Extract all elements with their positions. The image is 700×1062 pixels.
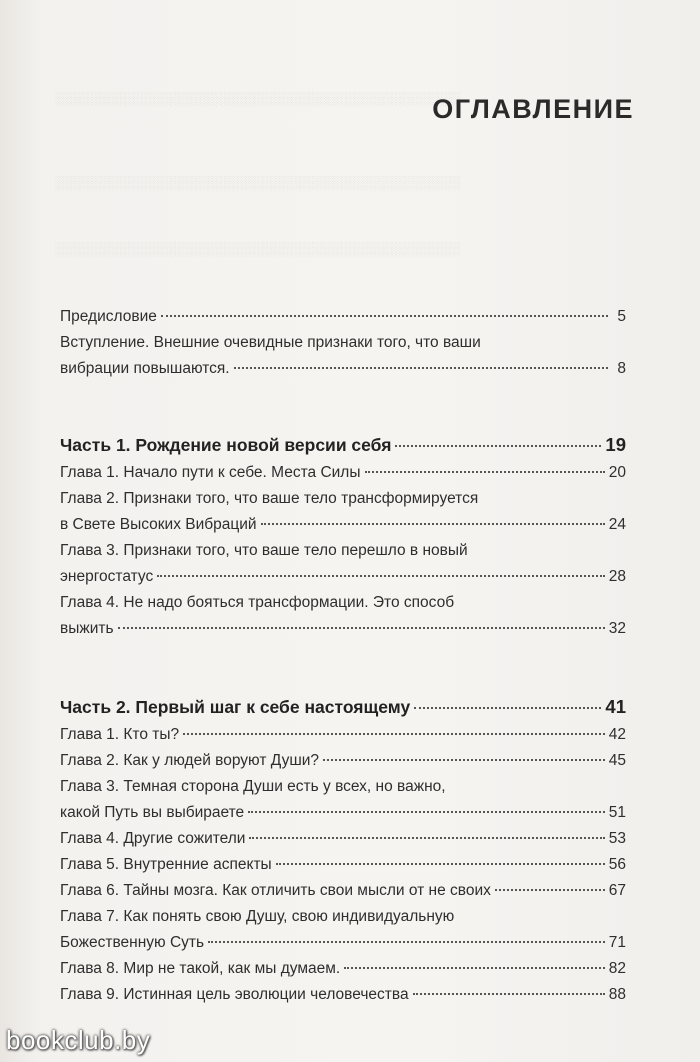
page-number: 88 — [608, 986, 626, 1003]
page-number: 19 — [605, 434, 626, 455]
bleed-through-text: ░░░░░░░░░░░░░░░░░░░░░░░░░░░░░░░░░░░░░░░░░░░░ — [55, 91, 461, 106]
dot-leader — [208, 940, 605, 943]
chapter-entry — [60, 748, 626, 774]
toc-entry-text: Глава 6. Тайны мозга. Как отличить свои мысли от не своих — [60, 882, 491, 899]
toc-entry-text: Глава 5. Внутренние аспекты — [60, 856, 272, 873]
toc-entry-text: Глава 3. Признаки того, что ваше тело перешло в новый — [60, 542, 468, 559]
watermark-logo: bookclub.by — [6, 1025, 151, 1055]
toc-entry-line — [60, 512, 626, 538]
toc-entry-text: Глава 3. Темная сторона Души есть у всех, но важно, — [60, 778, 446, 795]
dot-leader — [495, 888, 605, 891]
page-number: 8 — [617, 360, 626, 377]
toc-entry-line — [60, 460, 626, 486]
dot-leader — [414, 706, 601, 709]
toc-entry-text: Глава 1. Начало пути к себе. Места Силы — [60, 464, 361, 481]
page-number: 5 — [617, 308, 626, 325]
toc-part-1-section — [60, 430, 626, 642]
toc-entry-line — [60, 356, 626, 382]
page-number: 45 — [608, 752, 626, 769]
toc-entry-text: какой Путь вы выбираете — [60, 804, 245, 821]
toc-entry-text: в Свете Высоких Вибраций — [60, 516, 257, 533]
page-number: 24 — [608, 516, 626, 533]
dot-leader — [157, 574, 605, 577]
part-heading — [60, 692, 626, 722]
toc-entry-line — [60, 982, 626, 1008]
toc-entry-text: Глава 4. Другие сожители — [60, 830, 246, 847]
dot-leader — [344, 966, 605, 969]
part-heading — [60, 430, 626, 460]
bleed-through-text: ░░░░░░░░░░░░░░░░░░░░░░░░░░░░░░░░░░░░░░░░░░░░ — [55, 175, 461, 190]
toc-entry-text: Глава 2. Как у людей воруют Души? — [60, 752, 320, 769]
toc-entry-text: энергостатус — [60, 568, 154, 585]
chapter-entry — [60, 982, 626, 1008]
toc-intro-section — [60, 304, 626, 382]
page-number: 56 — [608, 856, 626, 873]
dot-leader — [118, 626, 605, 629]
toc-entry-line — [60, 722, 626, 748]
page-number: 51 — [608, 804, 626, 821]
toc-entry-text: Предисловие — [60, 308, 157, 325]
toc-entry-text: Глава 1. Кто ты? — [60, 726, 180, 743]
chapter-entry — [60, 904, 626, 956]
chapter-entry — [60, 956, 626, 982]
toc-entry-line — [60, 304, 626, 330]
toc-entry-text: Глава 4. Не надо бояться трансформации. Это способ — [60, 594, 455, 611]
toc-entry-line — [60, 930, 626, 956]
part-title: Часть 1. Рождение новой версии себя — [60, 435, 392, 455]
chapter-entry — [60, 722, 626, 748]
chapter-entry — [60, 538, 626, 590]
chapter-entry — [60, 826, 626, 852]
dot-leader — [395, 444, 601, 447]
toc-entry-text: вибрации повышаются. — [60, 360, 230, 377]
page-number: 28 — [608, 568, 626, 585]
chapter-entry — [60, 486, 626, 538]
dot-leader — [261, 522, 605, 525]
toc-entry-line — [60, 748, 626, 774]
toc-entry-line — [60, 616, 626, 642]
toc-entry-text: Глава 8. Мир не такой, как мы думаем. — [60, 960, 341, 977]
dot-leader — [276, 862, 605, 865]
chapter-entry — [60, 590, 626, 642]
page-number: 67 — [608, 882, 626, 899]
toc-entry-text: выжить — [60, 620, 114, 637]
toc-entry-text: Божественную Суть — [60, 934, 205, 951]
part-heading-line — [60, 692, 626, 722]
toc-entry-line — [60, 826, 626, 852]
dot-leader — [365, 470, 605, 473]
dot-leader — [234, 366, 608, 369]
toc-entry-line — [60, 956, 626, 982]
part-title: Часть 2. Первый шаг к себе настоящему — [60, 697, 411, 717]
dot-leader — [248, 810, 605, 813]
page-number: 71 — [608, 934, 626, 951]
page-number: 32 — [608, 620, 626, 637]
chapter-entry — [60, 460, 626, 486]
dot-leader — [249, 836, 604, 839]
toc-entry-text: Глава 9. Истинная цель эволюции человечества — [60, 986, 409, 1003]
bleed-through-text: ░░░░░░░░░░░░░░░░░░░░░░░░░░░░░░░░░░░░░░░░░░░░ — [55, 241, 461, 256]
chapter-entry — [60, 878, 626, 904]
toc-entry — [60, 304, 626, 330]
toc-entry-text: Глава 2. Признаки того, что ваше тело трансформируется — [60, 490, 479, 507]
page-number: 42 — [608, 726, 626, 743]
page-number: 41 — [605, 696, 626, 717]
dot-leader — [183, 732, 605, 735]
page-number: 53 — [608, 830, 626, 847]
toc-entry-line — [60, 852, 626, 878]
dot-leader — [161, 314, 608, 317]
dot-leader — [413, 992, 605, 995]
chapter-entry — [60, 852, 626, 878]
toc-entry-line — [60, 564, 626, 590]
toc-entry-line — [60, 878, 626, 904]
page-number: 82 — [608, 960, 626, 977]
page-title: ОГЛАВЛЕНИЕ — [432, 94, 634, 124]
toc-part-2-section — [60, 692, 626, 1008]
page-number: 20 — [608, 464, 626, 481]
toc-entry-text: Глава 7. Как понять свою Душу, свою индивидуальную — [60, 908, 455, 925]
part-heading-line — [60, 430, 626, 460]
dot-leader — [323, 758, 605, 761]
toc-entry-text: Вступление. Внешние очевидные признаки того, что ваши — [60, 334, 481, 351]
chapter-entry — [60, 774, 626, 826]
toc-entry — [60, 330, 626, 382]
toc-entry-line — [60, 800, 626, 826]
